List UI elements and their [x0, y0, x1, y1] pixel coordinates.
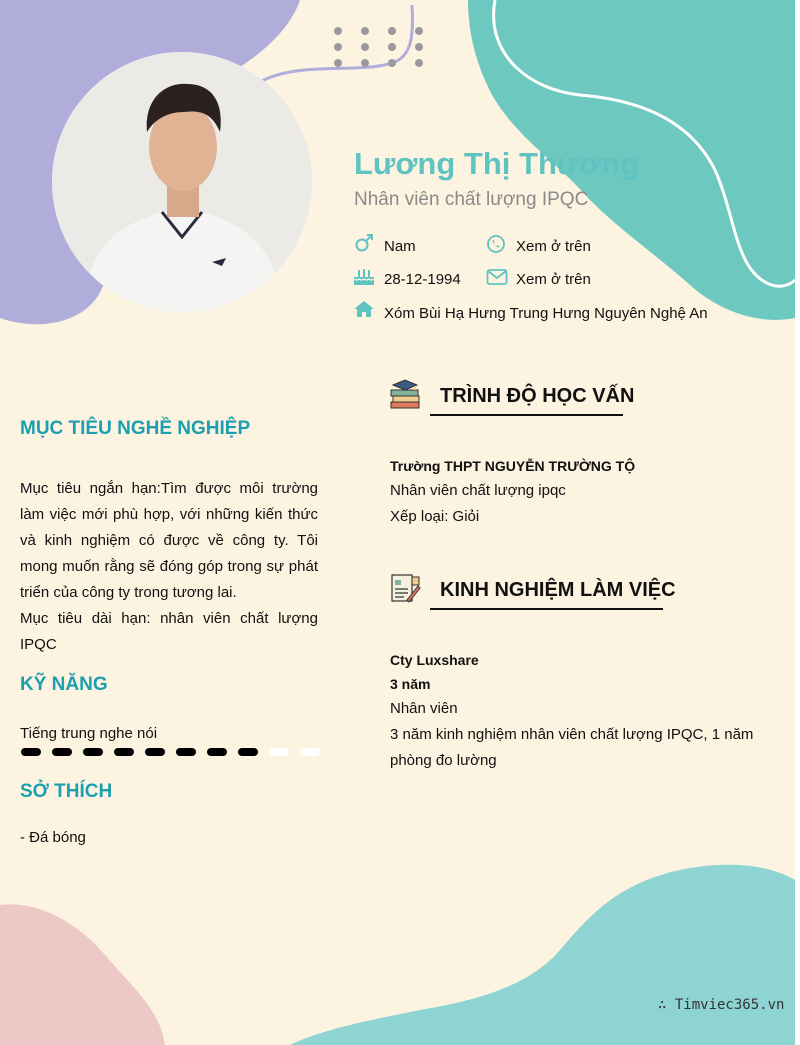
email-icon [486, 268, 508, 286]
education-school: Trường THPT NGUYỄN TRƯỜNG TỘ [390, 458, 636, 474]
skill-segment-filled [83, 748, 103, 756]
skill-segment-filled [21, 748, 41, 756]
objective-title: MỤC TIÊU NGHỀ NGHIỆP [20, 418, 251, 439]
skill-segment-filled [145, 748, 165, 756]
gender-value: Nam [384, 238, 416, 255]
education-major: Nhân viên chất lượng ipqc [390, 482, 566, 499]
education-books-icon [389, 378, 421, 410]
address-value: Xóm Bùi Hạ Hưng Trung Hưng Nguyên Nghệ An [384, 305, 708, 322]
home-icon [353, 300, 375, 318]
skill-segment-filled [114, 748, 134, 756]
skill-segment-filled [176, 748, 196, 756]
profile-photo [52, 52, 312, 312]
candidate-job-title: Nhân viên chất lượng IPQC [354, 189, 589, 210]
hobbies-text: - Đá bóng [20, 829, 86, 846]
education-title-underline [430, 414, 623, 416]
phone-icon [486, 234, 506, 254]
candidate-name: Lương Thị Thương [354, 146, 640, 181]
gender-icon [354, 233, 374, 253]
experience-position: Nhân viên [390, 700, 458, 717]
watermark: ∴ Timviec365.vn [658, 997, 785, 1013]
experience-title: KINH NGHIỆM LÀM VIỆC [440, 579, 676, 601]
objective-text [20, 476, 318, 658]
skill-segment-empty [300, 748, 320, 756]
phone-value: Xem ở trên [516, 238, 591, 255]
email-value: Xem ở trên [516, 271, 591, 288]
hobbies-title: SỞ THÍCH [20, 781, 113, 802]
skill-segment-filled [207, 748, 227, 756]
skill-segment-filled [52, 748, 72, 756]
skills-title: KỸ NĂNG [20, 674, 108, 695]
experience-company: Cty Luxshare [390, 652, 479, 668]
skill-segment-empty [269, 748, 289, 756]
experience-duration: 3 năm [390, 676, 431, 692]
birthday-value: 28-12-1994 [384, 271, 461, 288]
education-title: TRÌNH ĐỘ HỌC VẤN [440, 385, 635, 407]
skill-level-bar [20, 745, 320, 759]
skill-name: Tiếng trung nghe nói [20, 725, 158, 742]
skill-segment-filled [238, 748, 258, 756]
experience-description: 3 năm kinh nghiệm nhân viên chất lượng IPQC, 1 năm phòng đo lường [390, 726, 754, 769]
education-grade: Xếp loại: Giỏi [390, 508, 480, 525]
birthday-cake-icon [353, 266, 375, 286]
experience-title-underline [430, 608, 663, 610]
experience-document-icon [389, 572, 421, 604]
objective-long-term: Mục tiêu dài hạn: nhân viên chất lượng IPQC [20, 610, 318, 653]
objective-short-term: Mục tiêu ngắn hạn:Tìm được môi trường làm việc mới phù hợp, với những kiến thức và kinh nghiệm có được về công ty. Tôi mong muốn rằng sẽ đóng góp trong sự phát triển của công ty trong tương lai. [20, 480, 318, 601]
